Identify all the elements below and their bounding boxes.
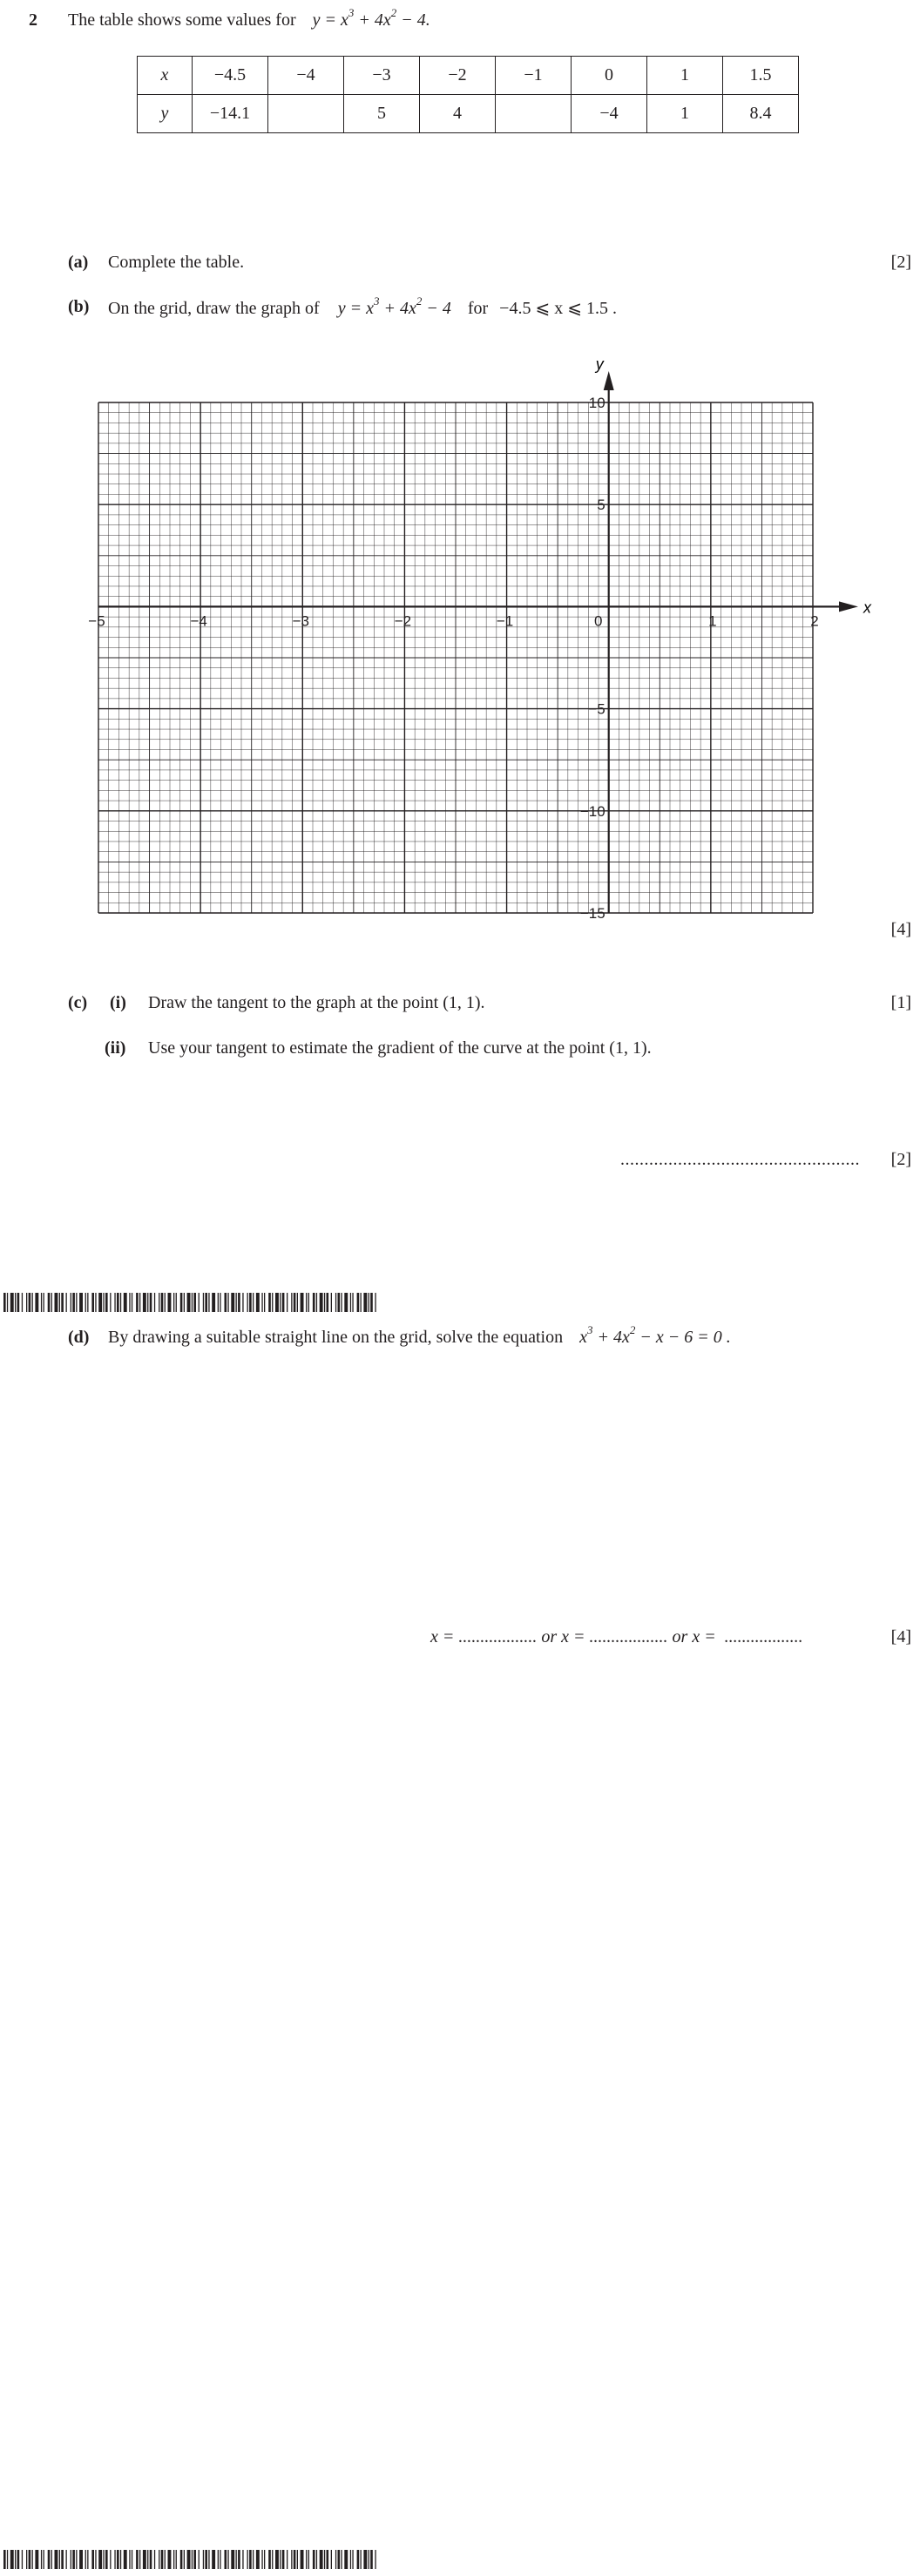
barcode-bar — [335, 2550, 336, 2569]
barcode-bar — [231, 2550, 234, 2569]
barcode-bar — [324, 2550, 325, 2569]
tick-labels — [88, 355, 872, 922]
barcode-bar — [180, 2550, 183, 2569]
barcode-bar — [72, 1293, 75, 1312]
barcode-bar — [10, 2550, 14, 2569]
barcode-bar — [154, 1293, 155, 1312]
barcode-bar — [205, 2550, 207, 2569]
barcode-bar — [3, 1293, 6, 1312]
barcode-bar — [253, 1293, 254, 1312]
barcode-bar — [55, 2550, 58, 2569]
part-d-answers[interactable]: x = .................. or x = .................. or x = .................. — [430, 1627, 803, 1646]
barcode-bar — [110, 1293, 111, 1312]
x-axis-label: x — [863, 598, 871, 617]
barcode-bar — [256, 2550, 260, 2569]
barcode-bar — [184, 2550, 185, 2569]
barcode-bar — [139, 2550, 140, 2569]
x-tick-label: −5 — [88, 612, 105, 630]
barcode-bar — [268, 2550, 271, 2569]
x-tick-label: −3 — [292, 612, 309, 630]
barcode-bar — [161, 1293, 164, 1312]
barcode-bar — [143, 2550, 146, 2569]
barcode-bar — [316, 1293, 317, 1312]
barcode-bar — [297, 1293, 298, 1312]
barcode-bar — [218, 2550, 219, 2569]
barcode-bar — [363, 2550, 367, 2569]
barcode-bar — [150, 1293, 152, 1312]
part-d-label: (d) — [68, 1328, 90, 1347]
barcode-bar — [120, 1293, 121, 1312]
barcode-bar — [280, 2550, 281, 2569]
part-d-text-line — [108, 1323, 731, 1348]
barcode-bar — [363, 1293, 367, 1312]
part-b-text: On the grid, draw the graph of — [108, 299, 320, 318]
barcode-bar — [327, 2550, 329, 2569]
barcode-bar — [308, 2550, 309, 2569]
barcode-bar — [282, 2550, 285, 2569]
barcode-bar — [129, 2550, 130, 2569]
table-cell-y: 1 — [647, 95, 723, 133]
table-cell-x: −4 — [268, 57, 344, 95]
barcode-bar — [291, 2550, 292, 2569]
barcode-bar — [124, 2550, 127, 2569]
barcode-bar — [227, 2550, 228, 2569]
barcode-bar — [272, 1293, 273, 1312]
table-header-y: y — [138, 95, 193, 133]
barcode-bar — [105, 1293, 108, 1312]
barcode-bar — [143, 1293, 146, 1312]
barcode-bar — [291, 1293, 292, 1312]
barcode-bar — [287, 1293, 288, 1312]
barcode-bar — [331, 2550, 332, 2569]
barcode-bar — [249, 1293, 252, 1312]
barcode-bar — [357, 1293, 360, 1312]
barcode-bar — [41, 2550, 42, 2569]
barcode-bar — [165, 2550, 166, 2569]
barcode-bar — [17, 2550, 20, 2569]
barcode-bar — [124, 1293, 127, 1312]
table-cell-x: 1.5 — [723, 57, 799, 95]
barcode-bar — [59, 2550, 60, 2569]
barcode-bar — [316, 2550, 317, 2569]
barcode-bar — [22, 1293, 23, 1312]
part-d-marks: [4] — [890, 1627, 911, 1646]
x-tick-label: −1 — [496, 612, 514, 630]
barcode-bar — [176, 1293, 177, 1312]
barcode-bar — [275, 2550, 279, 2569]
barcode-bar — [331, 1293, 332, 1312]
barcode-bar — [139, 1293, 140, 1312]
table-cell-y: −4 — [572, 95, 647, 133]
barcode-bar — [66, 1293, 67, 1312]
barcode-bar — [35, 1293, 38, 1312]
barcode-bar — [287, 2550, 288, 2569]
part-b-label: (b) — [68, 297, 90, 316]
barcode-bar — [294, 1293, 296, 1312]
part-b-equation: $y = x^3 + 4x^2 - 4$ — [337, 294, 451, 318]
barcode-bar — [176, 2550, 177, 2569]
table-cell-y-blank[interactable] — [496, 95, 572, 133]
barcode-bar — [320, 2550, 323, 2569]
barcode-bar — [95, 2550, 96, 2569]
barcode-bar — [180, 1293, 183, 1312]
x-tick-label: 1 — [708, 612, 717, 630]
barcode-bar — [95, 1293, 96, 1312]
barcode-bar — [193, 2550, 196, 2569]
barcode-bar — [327, 1293, 329, 1312]
table-cell-x: −2 — [420, 57, 496, 95]
barcode-bar — [256, 1293, 260, 1312]
barcode-bar — [22, 2550, 23, 2569]
barcode-bar — [205, 1293, 207, 1312]
y-tick-label: −10 — [579, 802, 605, 820]
barcode-bar — [370, 2550, 373, 2569]
barcode-bar — [15, 1293, 16, 1312]
y-axis-label: y — [595, 355, 604, 373]
barcode-bar — [236, 1293, 237, 1312]
part-c-ii-label: (ii) — [105, 1038, 126, 1058]
barcode-bar — [361, 1293, 362, 1312]
question-equation: $y = x^3 + 4x^2 - 4$. — [312, 6, 430, 30]
values-table — [137, 56, 799, 133]
barcode-bar — [61, 1293, 64, 1312]
barcode-bar — [320, 1293, 323, 1312]
barcode-bar — [344, 1293, 348, 1312]
barcode-bar — [79, 1293, 83, 1312]
barcode-bar — [15, 2550, 16, 2569]
barcode-bar — [306, 1293, 307, 1312]
part-a-marks: [2] — [890, 253, 911, 272]
x-tick-label: −4 — [190, 612, 207, 630]
x-tick-label: 0 — [593, 612, 603, 630]
barcode-bar — [297, 2550, 298, 2569]
barcode-bar — [294, 2550, 296, 2569]
barcode-bar — [35, 2550, 38, 2569]
barcode-bar — [338, 1293, 341, 1312]
part-c-i-text: Draw the tangent to the graph at the point (1, 1). — [148, 993, 485, 1012]
barcode-bar — [236, 2550, 237, 2569]
part-b-domain: −4.5 ⩽ x ⩽ 1.5 . — [499, 299, 617, 318]
barcode-bar — [208, 1293, 209, 1312]
table-row-y — [138, 95, 799, 133]
barcode-bar — [3, 2550, 6, 2569]
barcode-bar — [32, 1293, 33, 1312]
barcode-bar — [324, 1293, 325, 1312]
part-b-text-line — [108, 294, 617, 319]
barcode-bar — [247, 1293, 248, 1312]
question-number: 2 — [29, 10, 37, 30]
y-tick-label: 10 — [588, 395, 605, 411]
barcode-bar — [249, 2550, 252, 2569]
barcode-icon — [3, 2550, 378, 2569]
barcode-bar — [61, 2550, 64, 2569]
barcode-bar — [242, 2550, 243, 2569]
x-tick-label: 2 — [810, 612, 819, 630]
barcode-bar — [261, 2550, 262, 2569]
barcode-bar — [150, 2550, 152, 2569]
barcode-bar — [218, 1293, 219, 1312]
part-a-text: Complete the table. — [108, 253, 245, 272]
barcode-bar — [48, 2550, 51, 2569]
part-c-ii-marks: [2] — [890, 1150, 911, 1169]
part-d-equation: $x^3 + 4x^2 - x - 6 = 0$ . — [579, 1323, 731, 1347]
y-tick-label: −15 — [579, 905, 605, 922]
barcode-bar — [91, 2550, 94, 2569]
barcode-bar — [192, 2550, 193, 2569]
barcode-bar — [26, 1293, 27, 1312]
barcode-bar — [203, 2550, 204, 2569]
barcode-bar — [85, 1293, 86, 1312]
barcode-bar — [313, 1293, 315, 1312]
barcode-bar — [76, 2550, 77, 2569]
barcode-bar — [280, 1293, 281, 1312]
barcode-bar — [282, 1293, 285, 1312]
barcode-bar — [147, 2550, 148, 2569]
barcode-bar — [173, 2550, 174, 2569]
table-cell-y: 5 — [344, 95, 420, 133]
question-intro-text: The table shows some values for — [68, 10, 296, 30]
barcode-bar — [29, 1293, 31, 1312]
barcode-bar — [264, 2550, 265, 2569]
barcode-bar — [313, 2550, 315, 2569]
barcode-bar — [350, 1293, 351, 1312]
y-axis-arrow-icon — [604, 371, 614, 390]
part-b-for: for — [467, 299, 489, 318]
barcode-bar — [308, 1293, 309, 1312]
barcode-bar — [268, 1293, 271, 1312]
barcode-bar — [91, 1293, 94, 1312]
barcode-bar — [87, 2550, 88, 2569]
barcode-bar — [225, 1293, 227, 1312]
barcode-bar — [344, 2550, 348, 2569]
barcode-bar — [168, 1293, 172, 1312]
barcode-bar — [338, 2550, 341, 2569]
barcode-bar — [17, 1293, 20, 1312]
barcode-bar — [120, 2550, 121, 2569]
barcode-bar — [110, 2550, 111, 2569]
barcode-bar — [103, 2550, 104, 2569]
barcode-bar — [370, 1293, 373, 1312]
barcode-bar — [41, 1293, 42, 1312]
table-cell-y: 4 — [420, 95, 496, 133]
part-c-i-marks: [1] — [890, 993, 911, 1012]
barcode-bar — [192, 1293, 193, 1312]
barcode-bar — [26, 2550, 27, 2569]
part-d-answer-line[interactable] — [430, 1627, 803, 1647]
barcode-bar — [184, 1293, 185, 1312]
x-tick-label: −2 — [394, 612, 412, 630]
barcode-bar — [212, 2550, 215, 2569]
barcode-bar — [114, 1293, 115, 1312]
table-cell-y: 8.4 — [723, 95, 799, 133]
part-b-marks: [4] — [890, 920, 911, 939]
table-cell-y: −14.1 — [193, 95, 268, 133]
barcode-bar — [357, 2550, 360, 2569]
barcode-bar — [129, 1293, 130, 1312]
barcode-bar — [114, 2550, 115, 2569]
barcode-bar — [161, 2550, 164, 2569]
barcode-bar — [264, 1293, 265, 1312]
barcode-bar — [48, 1293, 51, 1312]
barcode-bar — [306, 2550, 307, 2569]
barcode-bar — [51, 1293, 52, 1312]
barcode-bar — [87, 1293, 88, 1312]
barcode-bar — [55, 1293, 58, 1312]
barcode-bar — [32, 2550, 33, 2569]
barcode-bar — [85, 2550, 86, 2569]
barcode-bar — [199, 2550, 200, 2569]
barcode-bar — [51, 2550, 52, 2569]
barcode-bar — [242, 1293, 243, 1312]
barcode-bar — [247, 2550, 248, 2569]
table-row-x — [138, 57, 799, 95]
barcode-bar — [59, 1293, 60, 1312]
grid-minor-lines — [98, 402, 813, 913]
barcode-bar — [98, 1293, 102, 1312]
table-cell-x: −3 — [344, 57, 420, 95]
barcode-bar — [168, 2550, 172, 2569]
x-axis-arrow-icon — [839, 601, 858, 612]
barcode-bar — [253, 2550, 254, 2569]
part-c-ii-answer-line[interactable]: .................................................. — [620, 1150, 860, 1169]
barcode-bar — [199, 1293, 200, 1312]
barcode-bar — [147, 1293, 148, 1312]
barcode-bar — [187, 1293, 191, 1312]
barcode-bar — [173, 1293, 174, 1312]
barcode-bar — [261, 1293, 262, 1312]
barcode-bar — [212, 1293, 215, 1312]
table-cell-x: −1 — [496, 57, 572, 95]
barcode-bar — [76, 1293, 77, 1312]
y-tick-label: 5 — [597, 497, 605, 514]
barcode-bar — [66, 2550, 67, 2569]
barcode-bar — [7, 1293, 8, 1312]
barcode-bar — [231, 1293, 234, 1312]
barcode-bar — [136, 1293, 139, 1312]
table-cell-x: 0 — [572, 57, 647, 95]
barcode-bar — [165, 1293, 166, 1312]
table-cell-x: −4.5 — [193, 57, 268, 95]
barcode-bar — [361, 2550, 362, 2569]
barcode-bar — [301, 2550, 304, 2569]
barcode-bar — [341, 2550, 342, 2569]
graph-grid[interactable] — [0, 340, 920, 932]
barcode-bar — [7, 2550, 8, 2569]
table-header-x: x — [138, 57, 193, 95]
table-cell-x: 1 — [647, 57, 723, 95]
barcode-bar — [335, 1293, 336, 1312]
part-c-i-label: (i) — [110, 993, 126, 1012]
barcode-bar — [79, 2550, 83, 2569]
barcode-bar — [352, 2550, 353, 2569]
table-cell-y-blank[interactable] — [268, 95, 344, 133]
part-c-label: (c) — [68, 993, 88, 1012]
axes — [98, 371, 858, 913]
barcode-bar — [105, 2550, 108, 2569]
barcode-bar — [98, 2550, 102, 2569]
barcode-bar — [103, 1293, 104, 1312]
barcode-bar — [136, 2550, 139, 2569]
question-intro — [68, 6, 430, 30]
barcode-bar — [117, 1293, 119, 1312]
barcode-bar — [117, 2550, 119, 2569]
barcode-bar — [301, 1293, 304, 1312]
part-d-text: By drawing a suitable straight line on the grid, solve the equation — [108, 1328, 564, 1347]
barcode-bar — [10, 1293, 14, 1312]
barcode-bar — [187, 2550, 191, 2569]
barcode-bar — [29, 2550, 31, 2569]
barcode-bar — [238, 2550, 240, 2569]
barcode-bar — [352, 1293, 353, 1312]
barcode-bar — [238, 1293, 240, 1312]
barcode-bar — [193, 1293, 196, 1312]
barcode-bar — [272, 2550, 273, 2569]
y-tick-label: −5 — [588, 700, 605, 718]
part-c-ii-text: Use your tangent to estimate the gradient of the curve at the point (1, 1). — [148, 1038, 652, 1058]
barcode-bar — [72, 2550, 75, 2569]
barcode-bar — [227, 1293, 228, 1312]
barcode-icon — [3, 1293, 378, 1312]
barcode-bar — [350, 2550, 351, 2569]
barcode-bar — [225, 2550, 227, 2569]
barcode-bar — [154, 2550, 155, 2569]
barcode-bar — [341, 1293, 342, 1312]
barcode-bar — [203, 1293, 204, 1312]
part-a-label: (a) — [68, 253, 89, 272]
barcode-bar — [275, 1293, 279, 1312]
barcode-bar — [208, 2550, 209, 2569]
